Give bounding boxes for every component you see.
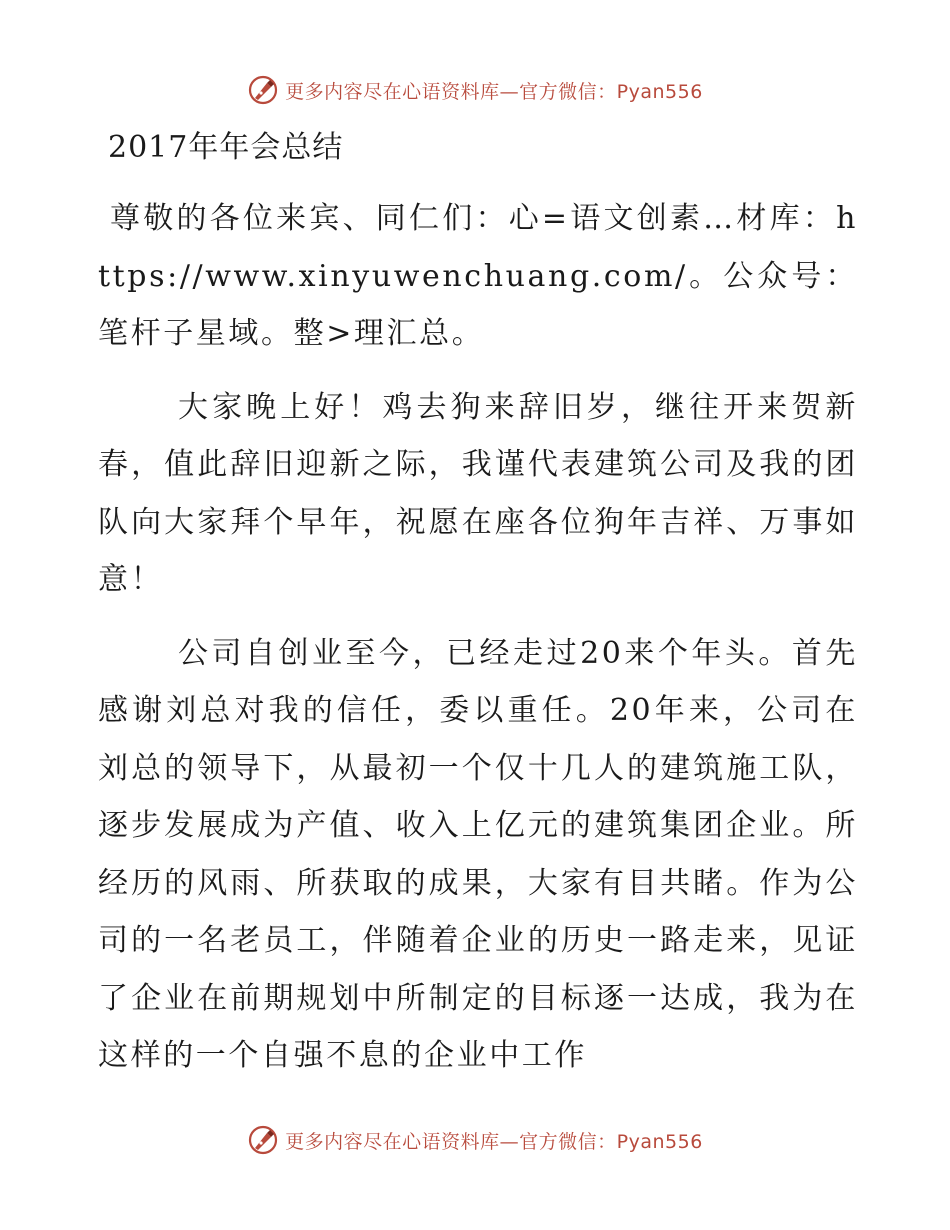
document-body (98, 120, 858, 1085)
watermark-handle: Pyan556 (616, 1130, 703, 1153)
document-title: 2017年年会总结 (108, 130, 344, 165)
watermark-text: 更多内容尽在心语资料库—官方微信：Pyan556 (285, 80, 703, 103)
footer-watermark-banner (0, 1120, 950, 1160)
header-watermark-banner (0, 70, 950, 110)
pen-nib-logo-icon (247, 1124, 279, 1156)
paragraph-opening: 大家晚上好！鸡去狗来辞旧岁，继往开来贺新春，值此辞旧迎新之际，我谨代表建筑公司及我的团队向大家拜个早年，祝愿在座各位狗年吉祥、万事如意！ (98, 389, 858, 597)
paragraph-history: 公司自创业至今，已经走过20来个年头。首先感谢刘总对我的信任，委以重任。20年来，公司在刘总的领导下，从最初一个仅十几人的建筑施工队，逐步发展成为产值、收入上亿元的建筑集团企业。所经历的风雨、所获取的成果，大家有目共睹。作为公司的一名老员工，伴随着企业的历史一路走来，见证了企业在前期规划中所制定的目标逐一达成，我为在这样的一个自强不息的企业中工作 (98, 635, 858, 1073)
watermark-handle: Pyan556 (616, 80, 703, 103)
pen-nib-logo-icon (247, 74, 279, 106)
watermark-text: 更多内容尽在心语资料库—官方微信：Pyan556 (285, 1130, 703, 1153)
paragraph-greeting: 尊敬的各位来宾、同仁们：心=语文创素…材库：https://www.xinyuwenchuang.com/。公众号：笔杆子星域。整>理汇总。 (98, 201, 858, 351)
